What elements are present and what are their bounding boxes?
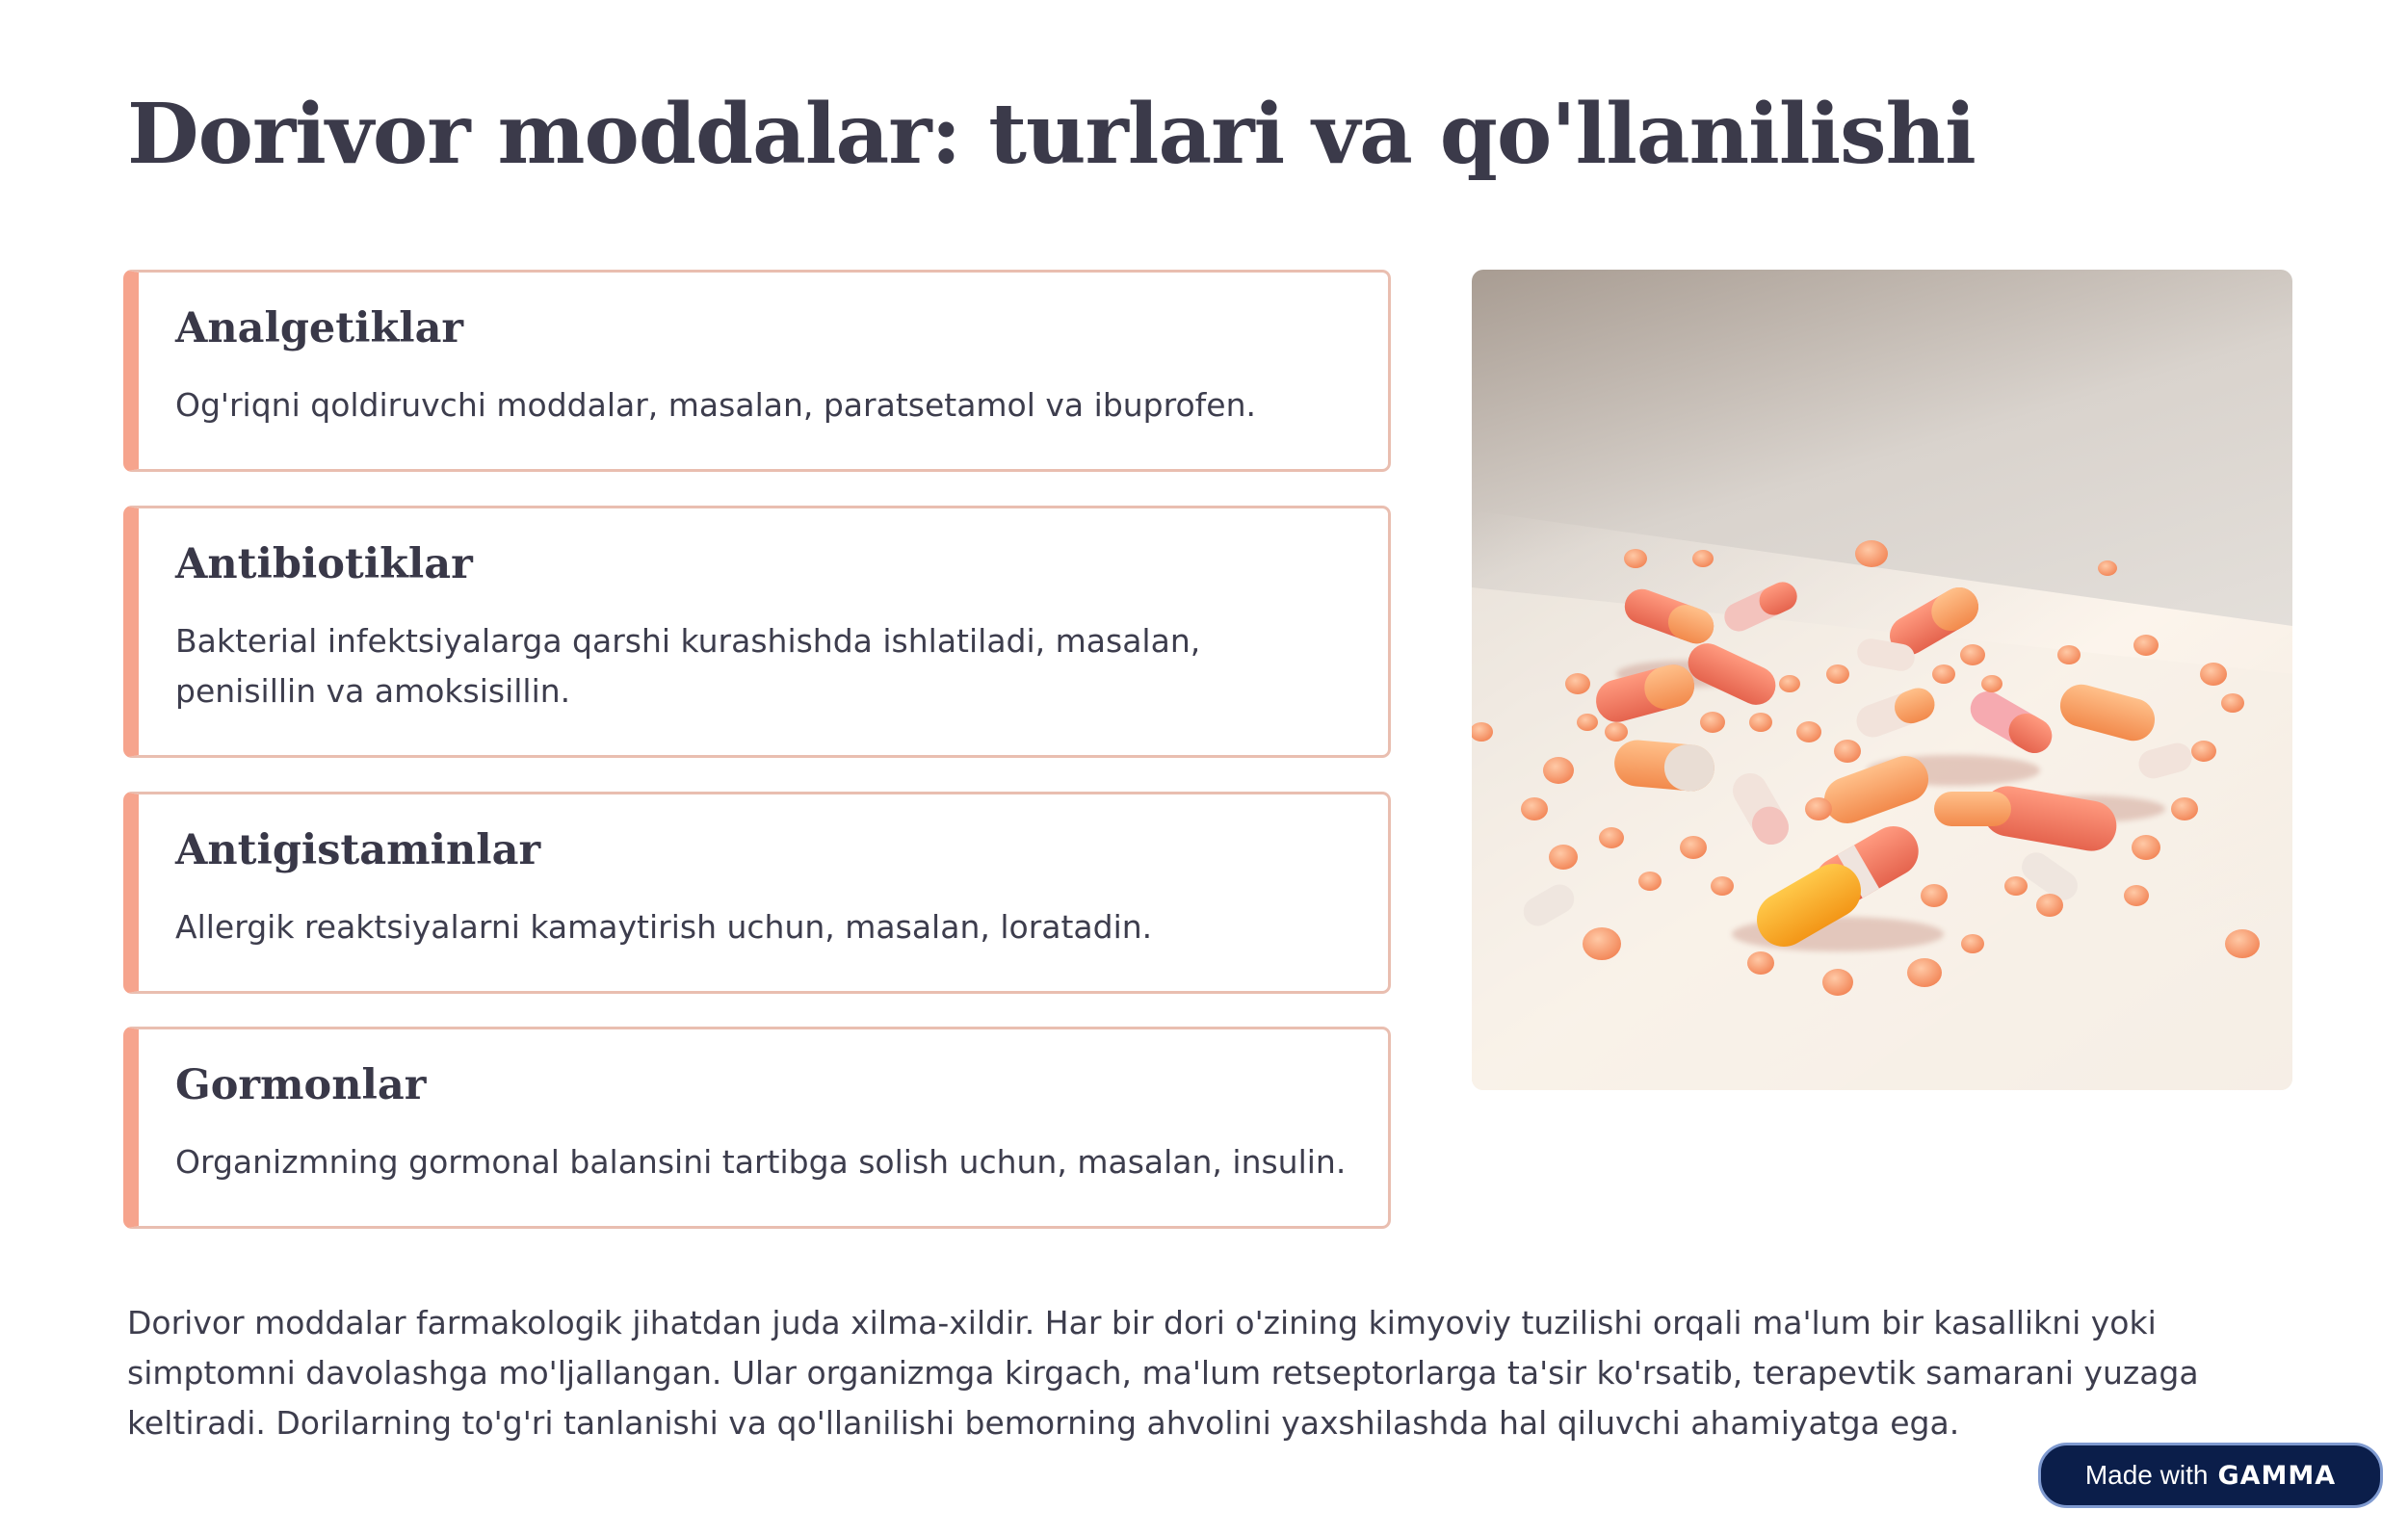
made-with-gamma-badge[interactable]	[2038, 1443, 2383, 1508]
card-antigistaminlar	[123, 792, 1391, 994]
pills-photo	[1472, 270, 2292, 1090]
gamma-logo: GAMMA	[2217, 1460, 2337, 1491]
page-title: Dorivor moddalar: turlari va qo'llanilishi	[127, 86, 1976, 183]
card-analgetiklar	[123, 270, 1391, 472]
card-text: Organizmning gormonal balansini tartibga solish uchun, masalan, insulin.	[175, 1143, 1347, 1181]
card-title: Antibiotiklar	[175, 540, 473, 588]
card-title: Analgetiklar	[175, 304, 464, 352]
card-text: Og'riqni qoldiruvchi moddalar, masalan, paratsetamol va ibuprofen.	[175, 386, 1256, 424]
card-title: Antigistaminlar	[175, 826, 541, 874]
summary-paragraph: Dorivor moddalar farmakologik jihatdan juda xilma-xildir. Har bir dori o'zining kimyoviy tuzilishi orqali ma'lum bir kasallikni yoki simptomni davolashga mo'ljallangan. Ular organizmga kirgach, ma'lum retseptorlarga ta'sir ko'rsatib, terapevtik samarani yuzaga keltiradi. Dorilarning to'g'ri tanlanishi va qo'llanilishi bemorning ahvolini yaxshilashda hal qiluvchi ahamiyatga ega.	[127, 1304, 2199, 1442]
card-gormonlar	[123, 1027, 1391, 1229]
card-text: Allergik reaktsiyalarni kamaytirish uchun, masalan, loratadin.	[175, 908, 1153, 946]
badge-prefix: Made with	[2084, 1460, 2209, 1490]
card-antibiotiklar	[123, 506, 1391, 758]
card-title: Gormonlar	[175, 1061, 427, 1109]
card-text: Bakterial infektsiyalarga qarshi kurashishda ishlatiladi, masalan, penisillin va amoksisillin.	[175, 622, 1201, 710]
